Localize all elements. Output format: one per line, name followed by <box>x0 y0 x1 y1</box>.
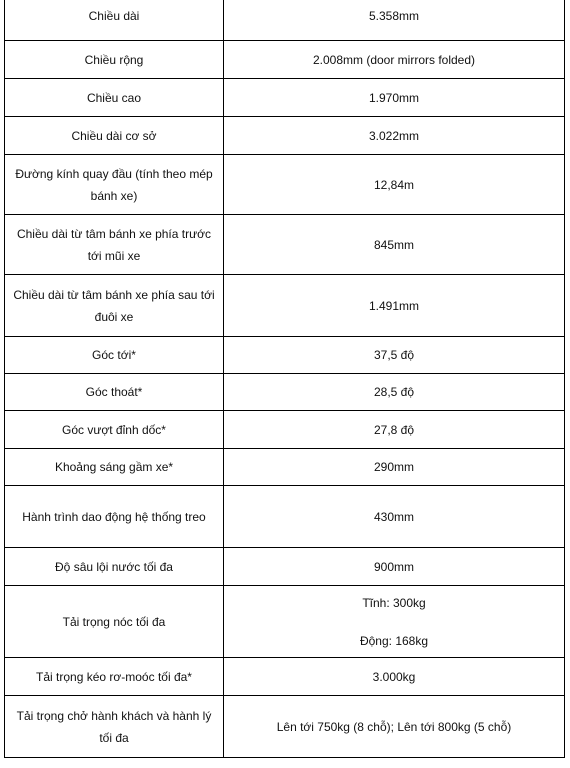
spec-label: Góc thoát* <box>5 374 224 411</box>
spec-label: Tải trọng nóc tối đa <box>5 586 224 658</box>
spec-value: 1.970mm <box>224 79 565 117</box>
spec-label: Góc vượt đỉnh dốc* <box>5 411 224 449</box>
spec-label: Đường kính quay đầu (tính theo mép bánh xe) <box>5 155 224 215</box>
spec-value: 37,5 độ <box>224 337 565 374</box>
spec-label: Chiều cao <box>5 79 224 117</box>
table-row <box>5 548 565 586</box>
spec-value: 290mm <box>224 449 565 486</box>
table-row <box>5 117 565 155</box>
spec-label: Chiều dài từ tâm bánh xe phía sau tới đuôi xe <box>5 275 224 337</box>
spec-value-line: Tĩnh: 300kg <box>362 595 426 610</box>
spec-table <box>4 0 565 758</box>
spec-label: Chiều dài cơ sở <box>5 117 224 155</box>
spec-value: 5.358mm <box>224 0 565 41</box>
spec-value: 1.491mm <box>224 275 565 337</box>
spec-value: Lên tới 750kg (8 chỗ); Lên tới 800kg (5 chỗ) <box>224 696 565 758</box>
table-row <box>5 586 565 658</box>
table-row <box>5 374 565 411</box>
spec-value: 845mm <box>224 215 565 275</box>
spec-value <box>224 586 565 658</box>
table-row <box>5 79 565 117</box>
spec-label: Chiều rộng <box>5 41 224 79</box>
spec-label: Chiều dài <box>5 0 224 41</box>
spec-value-line: Động: 168kg <box>359 633 429 648</box>
table-row <box>5 449 565 486</box>
spec-value: 3.000kg <box>224 658 565 696</box>
spec-value: 2.008mm (door mirrors folded) <box>224 41 565 79</box>
spec-label: Chiều dài từ tâm bánh xe phía trước tới mũi xe <box>5 215 224 275</box>
spec-label: Độ sâu lội nước tối đa <box>5 548 224 586</box>
table-row <box>5 155 565 215</box>
spec-value: 3.022mm <box>224 117 565 155</box>
table-row <box>5 337 565 374</box>
spec-value: 12,84m <box>224 155 565 215</box>
table-row <box>5 0 565 41</box>
table-row <box>5 486 565 548</box>
spec-value: 28,5 độ <box>224 374 565 411</box>
table-row <box>5 658 565 696</box>
table-row <box>5 275 565 337</box>
spec-label: Khoảng sáng gầm xe* <box>5 449 224 486</box>
spec-label: Hành trình dao động hệ thống treo <box>5 486 224 548</box>
table-row <box>5 41 565 79</box>
table-row <box>5 411 565 449</box>
table-row <box>5 215 565 275</box>
spec-label: Góc tới* <box>5 337 224 374</box>
spec-value: 430mm <box>224 486 565 548</box>
spec-label: Tải trọng kéo rơ-moóc tối đa* <box>5 658 224 696</box>
spec-value: 900mm <box>224 548 565 586</box>
table-row <box>5 696 565 758</box>
spec-value: 27,8 độ <box>224 411 565 449</box>
spec-label: Tải trọng chở hành khách và hành lý tối đa <box>5 696 224 758</box>
